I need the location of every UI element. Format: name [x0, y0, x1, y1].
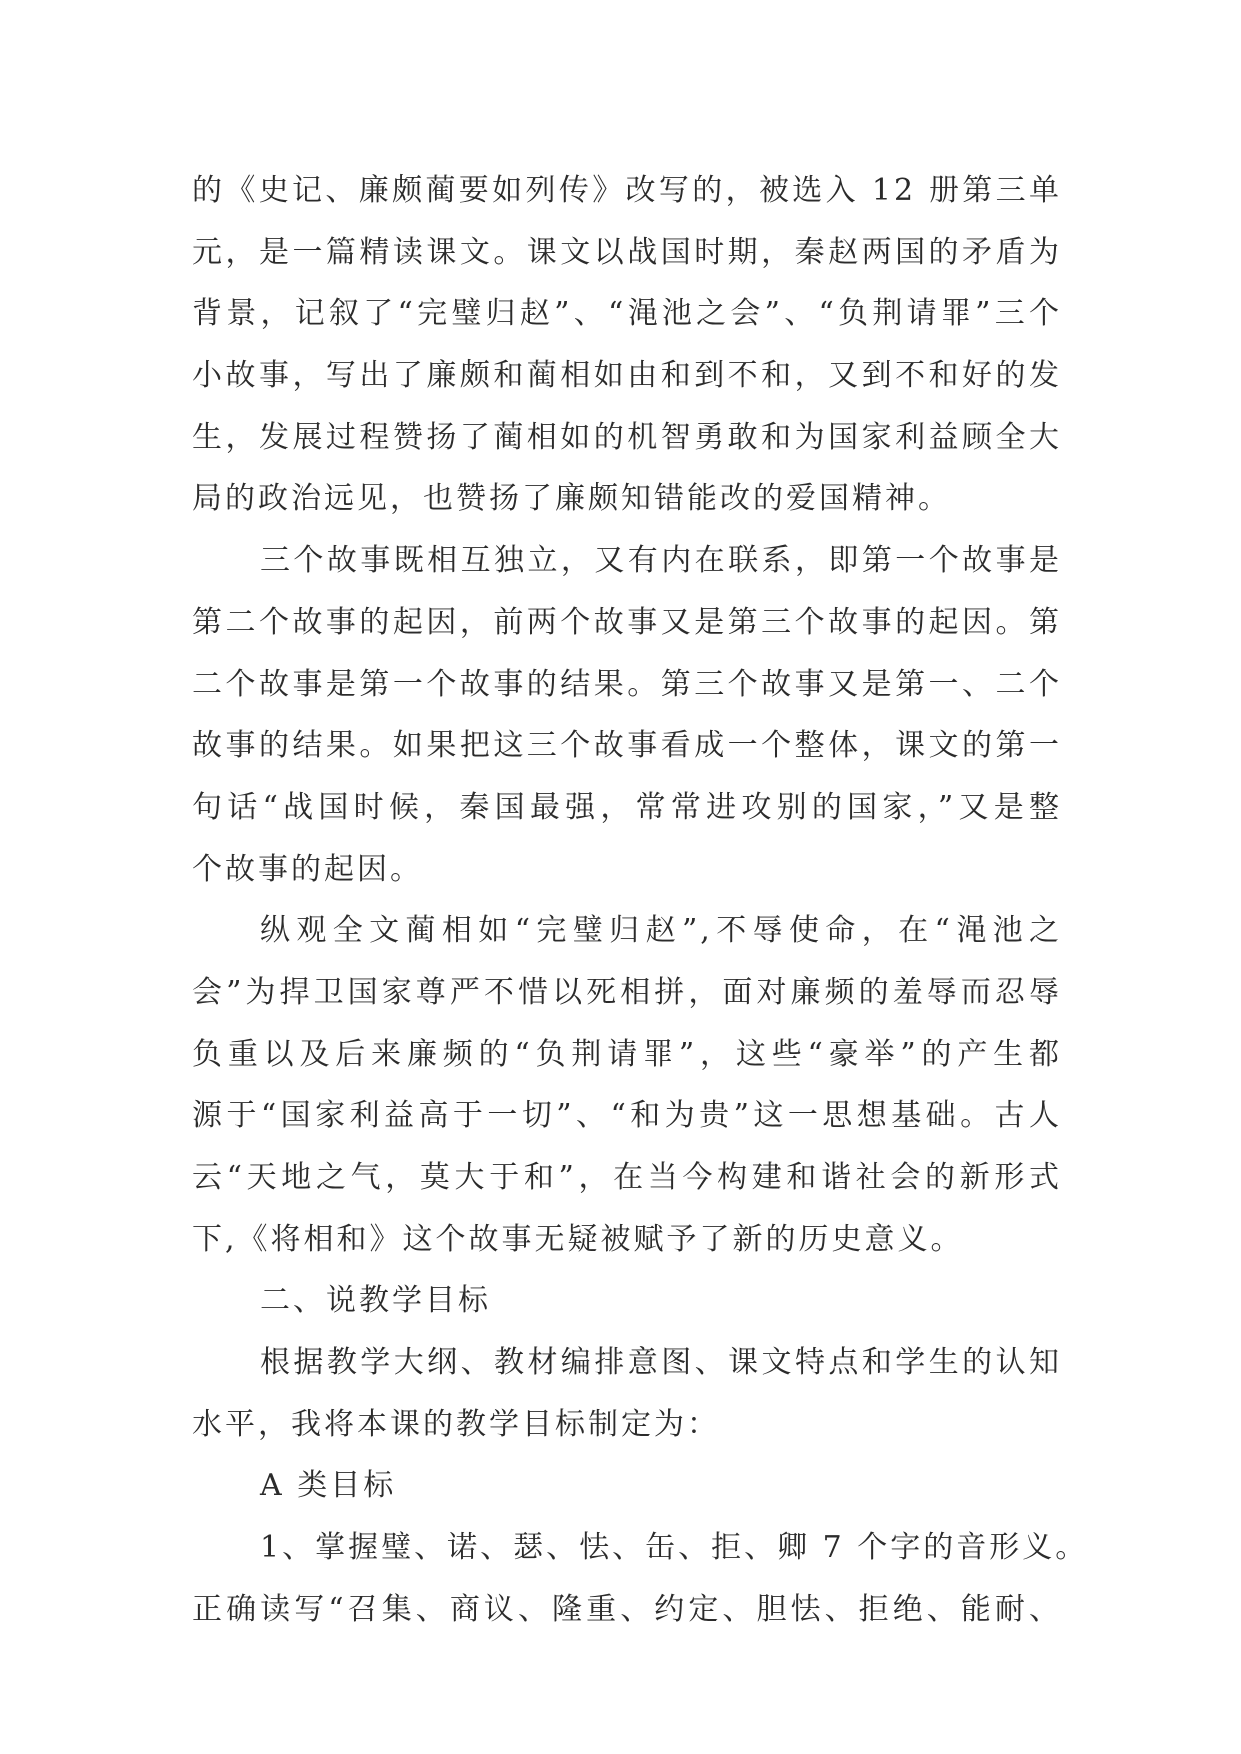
text-line: 三个故事既相互独立，又有内在联系，即第一个故事是	[260, 543, 1062, 579]
text-line: 故事的结果。如果把这三个故事看成一个整体，课文的第一	[192, 728, 1062, 764]
text-line: 水平，我将本课的教学目标制定为：	[192, 1406, 720, 1442]
text-line: 源于“国家利益高于一切”、“和为贵”这一思想基础。古人	[192, 1098, 1062, 1134]
text-line: 生，发展过程赞扬了蔺相如的机智勇敢和为国家利益顾全大	[192, 419, 1062, 455]
text-line: 句话“战国时候，秦国最强，常常进攻别的国家，”又是整	[192, 789, 1062, 825]
text-line: 正确读写“召集、商议、隆重、约定、胆怯、拒绝、能耐、	[192, 1591, 1062, 1627]
text-line: 小故事，写出了廉颇和蔺相如由和到不和，又到不和好的发	[192, 358, 1062, 394]
text-line: 第二个故事的起因，前两个故事又是第三个故事的起因。第	[192, 604, 1062, 640]
text-line: 个故事的起因。	[192, 851, 423, 887]
text-line: 纵观全文蔺相如“完璧归赵”,不辱使命，在“渑池之	[260, 913, 1062, 949]
text-line: 局的政治远见，也赞扬了廉颇知错能改的爱国精神。	[192, 481, 951, 517]
text-line: 二、说教学目标	[260, 1283, 491, 1319]
text-line: 下,《将相和》这个故事无疑被赋予了新的历史意义。	[192, 1221, 964, 1257]
text-line: 二个故事是第一个故事的结果。第三个故事又是第一、二个	[192, 666, 1062, 702]
text-line: 的《史记、廉颇蔺要如列传》改写的，被选入 12 册第三单	[192, 173, 1062, 208]
text-line: 元，是一篇精读课文。课文以战国时期，秦赵两国的矛盾为	[192, 234, 1062, 270]
text-line: 背景，记叙了“完璧归赵”、“渑池之会”、“负荆请罪”三个	[192, 296, 1062, 332]
text-line: 根据教学大纲、教材编排意图、课文特点和学生的认知	[260, 1345, 1062, 1381]
text-line: 云“天地之气，莫大于和”，在当今构建和谐社会的新形式	[192, 1160, 1062, 1195]
text-line: 负重以及后来廉频的“负荆请罪”，这些“豪举”的产生都	[192, 1036, 1062, 1072]
document-body	[192, 160, 1089, 1641]
text-line: 1、掌握璧、诺、瑟、怯、缶、拒、卿 7 个字的音形义。	[260, 1530, 1089, 1566]
text-line: A 类目标	[260, 1468, 397, 1504]
text-line: 会”为捍卫国家尊严不惜以死相拼，面对廉频的羞辱而忍辱	[192, 974, 1062, 1010]
